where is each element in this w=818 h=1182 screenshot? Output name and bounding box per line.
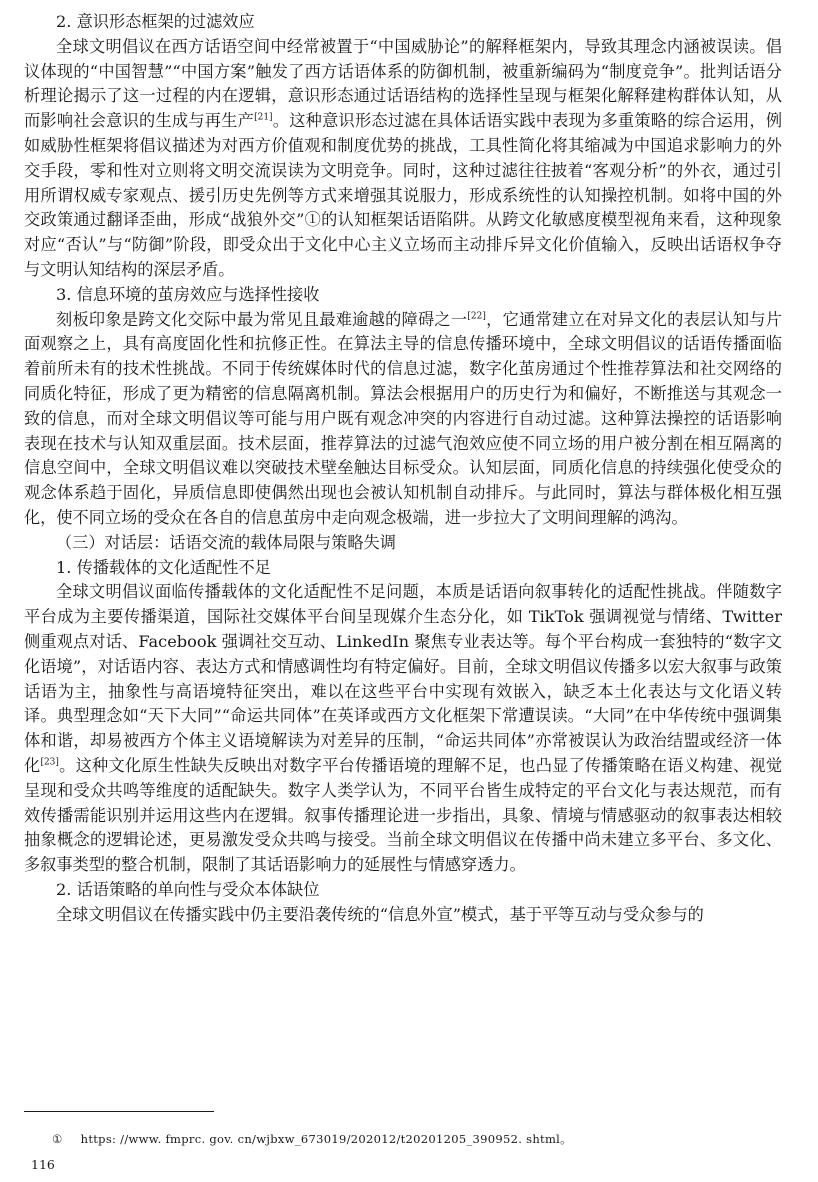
section-heading: （三）对话层：话语交流的载体局限与策略失调 bbox=[56, 532, 396, 552]
paragraph-text: 全球文明倡议在传播实践中仍主要沿袭传统的“信息外宣”模式，基于平等互动与受众参与的 bbox=[56, 904, 704, 924]
article-body bbox=[24, 10, 782, 927]
paragraph-text: 。这种意识形态过滤在具体话语实践中表现为多重策略的综合运用，例如威胁性框架将倡议描述为对西方价值观和制度优势的挑战，工具性简化将其缩减为中国追求影响力的外交手段，零和性对立则将文明交流误读为文明竞争。同时，这种过滤往往披着“客观分析”的外衣，通过引用所谓权威专家观点、援引历史先例等方式来增强其说服力，形成系统性的认知操控机制。如将中国的外交政策通过翻译歪曲，形成“战狼外交”①的认知框架话语陷阱。从跨文化敏感度模型视角来看，这种现象对应“否认”与“防御”阶段，即受众出于文化中心主义立场而主动排斥异文化价值输入，反映出话语权争夺与文明认知结构的深层矛盾。 bbox=[24, 111, 783, 279]
paragraph-text: 刻板印象是跨文化交际中最为常见且最难逾越的障碍之一 bbox=[56, 309, 468, 329]
paragraph-text: 。这种文化原生性缺失反映出对数字平台传播语境的理解不足，也凸显了传播策略在语义构建、视觉呈现和受众共鸣等维度的适配缺失。数字人类学认为，不同平台皆生成特定的平台文化与表达规范，而有效传播需能识别并运用这些内在逻辑。叙事传播理论进一步指出，具象、情境与情感驱动的叙事表达相较抽象概念的逻辑论述，更易激发受众共鸣与接受。当前全球文明倡议在传播中尚未建立多平台、多文化、多叙事类型的整合机制，限制了其话语影响力的延展性与情感穿透力。 bbox=[24, 755, 783, 875]
citation-reference: [22] bbox=[467, 311, 486, 322]
section-heading: 1. 传播载体的文化适配性不足 bbox=[56, 557, 271, 577]
footnote-divider bbox=[24, 1111, 214, 1112]
body-paragraph bbox=[24, 35, 782, 283]
citation-reference: [21] bbox=[254, 112, 273, 123]
body-paragraph bbox=[24, 580, 782, 878]
paragraph-text: ，它通常建立在对异文化的表层认知与片面观察之上，具有高度固化性和抗修正性。在算法主导的信息传播环境中，全球文明倡议的话语传播面临着前所未有的技术性挑战。不同于传统媒体时代的信息过滤，数字化茧房通过个性推荐算法和社交网络的同质化特征，形成了更为精密的信息隔离机制。算法会根据用户的历史行为和偏好，不断推送与其观念一致的信息，而对全球文明倡议等可能与用户既有观念冲突的内容进行自动过滤。这种算法操控的话语影响表现在技术与认知双重层面。技术层面，推荐算法的过滤气泡效应使不同立场的用户被分割在相互隔离的信息空间中，全球文明倡议难以突破技术壁垒触达目标受众。认知层面，同质化信息的持续强化使受众的观念体系趋于固化，异质信息即使偶然出现也会被认知机制自动排斥。与此同时，算法与群体极化相互强化，使不同立场的受众在各自的信息茧房中走向观念极端，进一步拉大了文明间理解的鸿沟。 bbox=[24, 309, 783, 527]
body-paragraph bbox=[24, 903, 782, 928]
section-heading: 3. 信息环境的茧房效应与选择性接收 bbox=[56, 284, 320, 304]
footnote-mark: ① bbox=[52, 1132, 63, 1146]
body-paragraph bbox=[24, 308, 782, 531]
citation-reference: [23] bbox=[40, 757, 59, 768]
section-heading: 2. 意识形态框架的过滤效应 bbox=[56, 12, 255, 31]
page-number: 116 bbox=[31, 1157, 55, 1172]
paragraph-text: 全球文明倡议在西方话语空间中经常被置于“中国威胁论”的解释框架内，导致其理念内涵被误读。倡议体现的“中国智慧”“中国方案”触发了西方话语体系的防御机制，被重新编码为“制度竞争”。批判话语分析理论揭示了这一过程的内在逻辑，意识形态通过话语结构的选择性呈现与框架化解释建构群体认知，从而影响社会意识的生成与再生产 bbox=[24, 36, 782, 131]
paragraph-text: 全球文明倡议面临传播载体的文化适配性不足问题，本质是话语向叙事转化的适配性挑战。伴随数字平台成为主要传播渠道，国际社交媒体平台间呈现媒介生态分化，如 TikTok 强调视觉与情绪、Twitter 侧重观点对话、Facebook 强调社交互动、LinkedIn 聚焦专业表达等。每个平台构成一套独特的“数字文化语境”，对话语内容、表达方式和情感调性均有特定偏好。目前，全球文明倡议传播多以宏大叙事与政策话语为主，抽象性与高语境特征突出，难以在这些平台中实现有效嵌入，缺乏本土化表达与文化语义转译。典型理念如“天下大同”“命运共同体”在英译或西方文化框架下常遭误读。“大同”在中华传统中强调集体和谐，却易被西方个体主义语境解读为对差异的压制，“命运共同体”亦常被误认为政治结盟或经济一体化 bbox=[24, 582, 782, 775]
footnote bbox=[52, 1131, 572, 1147]
footnote-url[interactable]: https: //www. fmprc. gov. cn/wjbxw_673019/202012/t20201205_390952. shtml。 bbox=[80, 1132, 572, 1146]
section-heading: 2. 话语策略的单向性与受众本体缺位 bbox=[56, 879, 320, 899]
